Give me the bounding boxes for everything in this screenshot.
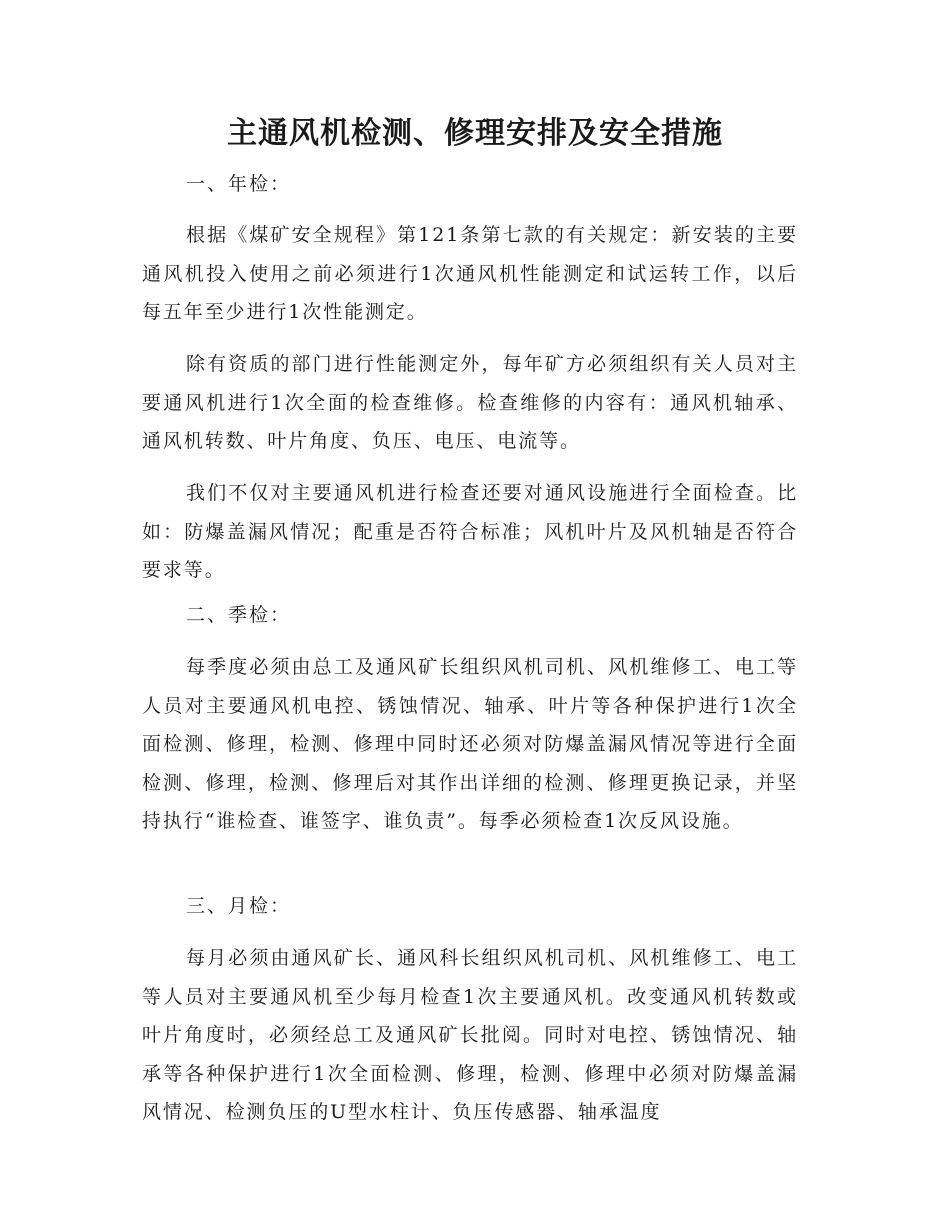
section-heading-annual: 一、年检： (186, 173, 292, 195)
paragraph-annual-facilities: 我们不仅对主要通风机进行检查还要对通风设施进行全面检查。比如：防爆盖漏风情况；配重是否符合标准；风机叶片及风机轴是否符合要求等。 (142, 482, 798, 581)
paragraph-quarterly-inspection: 每季度必须由总工及通风矿长组织风机司机、风机维修工、电工等人员对主要通风机电控、锈蚀情况、轴承、叶片等各种保护进行1次全面检测、修理，检测、修理中同时还必须对防爆盖漏风情况等进行全面检测、修理，检测、修理后对其作出详细的检测、修理更换记录，并坚持执行“谁检查、谁签字、谁负责”。每季必须检查1次反风设施。 (142, 656, 798, 832)
paragraph-annual-maintenance: 除有资质的部门进行性能测定外，每年矿方必须组织有关人员对主要通风机进行1次全面的检查维修。检查维修的内容有：通风机轴承、通风机转数、叶片角度、负压、电压、电流等。 (142, 353, 798, 452)
section-heading-quarterly: 二、季检： (186, 604, 292, 626)
section-heading-monthly: 三、月检： (186, 895, 292, 917)
paragraph-monthly-inspection: 每月必须由通风矿长、通风科长组织风机司机、风机维修工、电工等人员对主要通风机至少每月检查1次主要通风机。改变通风机转数或叶片角度时，必须经总工及通风矿长批阅。同时对电控、锈蚀情况、轴承等各种保护进行1次全面检测、修理，检测、修理中必须对防爆盖漏风情况、检测负压的U型水柱计、负压传感器、轴承温度 (142, 947, 798, 1123)
document-title: 主通风机检测、修理安排及安全措施 (227, 116, 723, 151)
paragraph-annual-regulation: 根据《煤矿安全规程》第121条第七款的有关规定：新安装的主要通风机投入使用之前必须进行1次通风机性能测定和试运转工作，以后每五年至少进行1次性能测定。 (142, 224, 798, 323)
